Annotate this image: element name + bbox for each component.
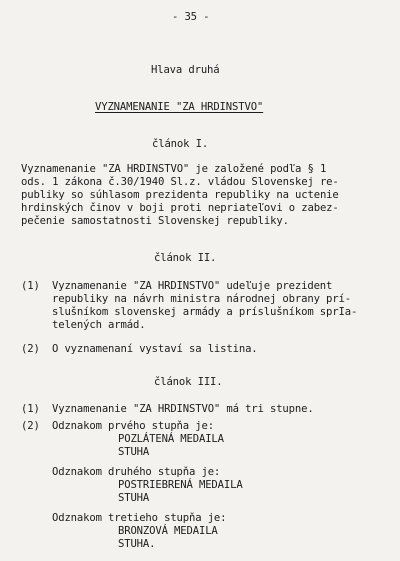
part-heading: Hlava druhá (151, 64, 220, 76)
grade-item: POZLÁTENÁ MEDAILA (118, 433, 224, 445)
page-number: - 35 - (172, 11, 210, 23)
article-1-line: pečenie samostatnosti Slovenskej republiky. (21, 215, 289, 227)
paragraph-number: (2) (21, 420, 40, 432)
grade-item: BRONZOVÁ MEDAILA (118, 525, 218, 537)
paragraph-number: (2) (21, 343, 40, 355)
paragraph-number: (1) (21, 403, 40, 415)
article-1-heading: článok I. (152, 138, 209, 150)
article-2-p2-line: O vyznamenaní vystaví sa listina. (52, 343, 258, 355)
decoration-title: VYZNAMENANIE "ZA HRDINSTVO" (95, 101, 264, 113)
article-2-p1-line: republiky na návrh ministra národnej obrany prí- (52, 293, 351, 305)
article-2-p1-line: slušníkom slovenskej armády a príslušníkom sprIa- (52, 306, 358, 318)
article-1-line: publiky so súhlasom prezidenta republiky na uctenie (21, 189, 339, 201)
article-2-p1-line: Vyznamenanie "ZA HRDINSTVO" udeľuje prezident (52, 280, 333, 292)
grade-item: STUHA. (118, 538, 156, 550)
grade-label: Odznakom prvého stupňa je: (52, 420, 214, 432)
article-1-line: Vyznamenanie "ZA HRDINSTVO" je založené podľa § 1 (21, 163, 327, 175)
article-2-p1-line: telených armád. (52, 319, 146, 331)
grade-item: STUHA (118, 446, 150, 458)
article-3-heading: článok III. (154, 376, 223, 388)
paragraph-number: (1) (21, 280, 40, 292)
article-1-line: ods. 1 zákona č.30/1940 Sl.z. vládou Slovenskej re- (21, 176, 339, 188)
article-2-heading: článok II. (154, 252, 217, 264)
grade-item: POSTRIEBRENÁ MEDAILA (118, 479, 243, 491)
article-1-line: hrdinských činov v boji proti nepriateľovi o zabez- (21, 202, 339, 214)
grade-label: Odznakom druhého stupňa je: (52, 466, 221, 478)
grade-label: Odznakom tretieho stupňa je: (52, 512, 227, 524)
article-3-p1-text: Vyznamenanie "ZA HRDINSTVO" má tri stupne. (52, 403, 314, 415)
grade-item: STUHA (118, 492, 150, 504)
